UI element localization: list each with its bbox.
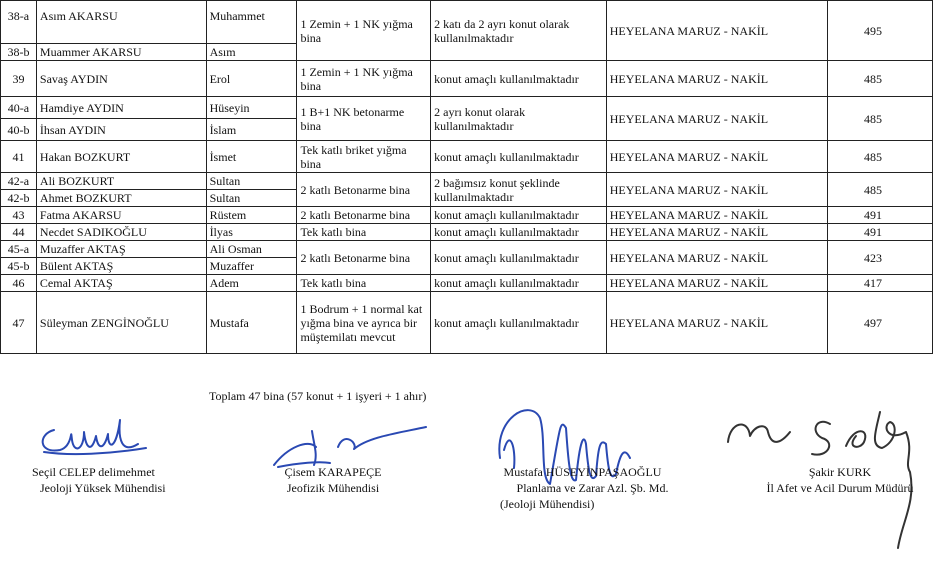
parcel-number: 485 [828, 173, 933, 207]
building-type: 1 Zemin + 1 NK yığma bina [297, 1, 431, 61]
status: HEYELANA MARUZ - NAKİL [606, 224, 827, 241]
signatory-title: Jeofizik Mühendisi [286, 481, 380, 495]
parcel-number: 417 [828, 275, 933, 292]
usage: konut amaçlı kullanılmaktadır [431, 207, 607, 224]
signatory-name: Şakir KURK [808, 465, 872, 479]
usage: 2 bağımsız konut şeklinde kullanılmaktadır [431, 173, 607, 207]
father-name: Adem [206, 275, 297, 292]
row-number: 43 [1, 207, 37, 224]
usage: konut amaçlı kullanılmaktadır [431, 292, 607, 354]
usage: konut amaçlı kullanılmaktadır [431, 61, 607, 97]
row-number: 42-a [1, 173, 37, 190]
usage: 2 ayrı konut olarak kullanılmaktadır [431, 97, 607, 141]
parcel-number: 423 [828, 241, 933, 275]
signatory-title: Planlama ve Zarar Azl. Şb. Md. [516, 481, 669, 495]
owner-name: Bülent AKTAŞ [36, 258, 206, 275]
owner-name: Cemal AKTAŞ [36, 275, 206, 292]
status: HEYELANA MARUZ - NAKİL [606, 275, 827, 292]
owner-name: Süleyman ZENGİNOĞLU [36, 292, 206, 354]
building-type: Tek katlı briket yığma bina [297, 141, 431, 173]
status: HEYELANA MARUZ - NAKİL [606, 141, 827, 173]
signatory-name: Seçil CELEP delimehmet [32, 465, 155, 479]
status: HEYELANA MARUZ - NAKİL [606, 292, 827, 354]
row-number: 38-a [1, 1, 37, 44]
table-row [1, 224, 933, 241]
owner-name: Asım AKARSU [36, 1, 206, 44]
father-name: Mustafa [206, 292, 297, 354]
row-number: 40-a [1, 97, 37, 119]
owner-name: İhsan AYDIN [36, 119, 206, 141]
signatory-name: Mustafa HÜSEYİNPAŞAOĞLU [503, 465, 662, 479]
row-number: 46 [1, 275, 37, 292]
owner-name: Muammer AKARSU [36, 44, 206, 61]
status: HEYELANA MARUZ - NAKİL [606, 207, 827, 224]
row-number: 39 [1, 61, 37, 97]
building-type: 2 katlı Betonarme bina [297, 241, 431, 275]
building-type: 1 B+1 NK betonarme bina [297, 97, 431, 141]
owner-name: Savaş AYDIN [36, 61, 206, 97]
father-name: Erol [206, 61, 297, 97]
building-type: 2 katlı Betonarme bina [297, 207, 431, 224]
row-number: 40-b [1, 119, 37, 141]
building-type: Tek katlı bina [297, 275, 431, 292]
usage: konut amaçlı kullanılmaktadır [431, 224, 607, 241]
row-number: 47 [1, 292, 37, 354]
owner-name: Ahmet BOZKURT [36, 190, 206, 207]
table-row [1, 141, 933, 173]
row-number: 41 [1, 141, 37, 173]
owner-name: Fatma AKARSU [36, 207, 206, 224]
signatory-celep [32, 464, 182, 496]
signatory-karapece [268, 464, 398, 496]
row-number: 45-a [1, 241, 37, 258]
status: HEYELANA MARUZ - NAKİL [606, 1, 827, 61]
row-number: 38-b [1, 44, 37, 61]
table-row [1, 173, 933, 190]
status: HEYELANA MARUZ - NAKİL [606, 97, 827, 141]
building-type: 1 Zemin + 1 NK yığma bina [297, 61, 431, 97]
signatory-title: Jeoloji Yüksek Mühendisi [40, 481, 166, 495]
father-name: Hüseyin [206, 97, 297, 119]
signature-karapece [268, 417, 428, 469]
usage: konut amaçlı kullanılmaktadır [431, 141, 607, 173]
father-name: Rüstem [206, 207, 297, 224]
father-name: Asım [206, 44, 297, 61]
row-number: 45-b [1, 258, 37, 275]
building-type: Tek katlı bina [297, 224, 431, 241]
owner-name: Ali BOZKURT [36, 173, 206, 190]
usage: konut amaçlı kullanılmaktadır [431, 275, 607, 292]
table-row [1, 241, 933, 258]
parcel-number: 485 [828, 61, 933, 97]
father-name: Muzaffer [206, 258, 297, 275]
signatory-title: İl Afet ve Acil Durum Müdürü [766, 481, 914, 495]
father-name: Muhammet [206, 1, 297, 44]
owner-name: Necdet SADIKOĞLU [36, 224, 206, 241]
signatory-name: Çisem KARAPEÇE [284, 465, 382, 479]
usage: konut amaçlı kullanılmaktadır [431, 241, 607, 275]
table-row [1, 97, 933, 119]
signature-celep [30, 410, 150, 460]
owner-name: Hakan BOZKURT [36, 141, 206, 173]
row-number: 42-b [1, 190, 37, 207]
usage: 2 katı da 2 ayrı konut olarak kullanılmaktadır [431, 1, 607, 61]
owner-name: Hamdiye AYDIN [36, 97, 206, 119]
status: HEYELANA MARUZ - NAKİL [606, 241, 827, 275]
parcel-number: 497 [828, 292, 933, 354]
father-name: Sultan [206, 190, 297, 207]
parcel-number: 495 [828, 1, 933, 61]
owner-name: Muzaffer AKTAŞ [36, 241, 206, 258]
parcel-number: 485 [828, 97, 933, 141]
father-name: Ali Osman [206, 241, 297, 258]
building-type: 2 katlı Betonarme bina [297, 173, 431, 207]
table-row [1, 1, 933, 44]
parcel-number: 491 [828, 224, 933, 241]
signatory-huseyinpasaoglu [490, 464, 675, 512]
status: HEYELANA MARUZ - NAKİL [606, 173, 827, 207]
father-name: İslam [206, 119, 297, 141]
father-name: İlyas [206, 224, 297, 241]
table-row [1, 207, 933, 224]
total-summary: Toplam 47 bina (57 konut + 1 işyeri + 1 ahır) [209, 389, 427, 403]
parcel-number: 491 [828, 207, 933, 224]
father-name: Sultan [206, 173, 297, 190]
table-row [1, 61, 933, 97]
signatory-extra: (Jeoloji Mühendisi) [500, 497, 595, 511]
father-name: İsmet [206, 141, 297, 173]
table-row [1, 292, 933, 354]
building-type: 1 Bodrum + 1 normal kat yığma bina ve ayrıca bir müştemilatı mevcut [297, 292, 431, 354]
table-row [1, 275, 933, 292]
signatory-kurk [755, 464, 925, 496]
row-number: 44 [1, 224, 37, 241]
status: HEYELANA MARUZ - NAKİL [606, 61, 827, 97]
parcel-number: 485 [828, 141, 933, 173]
